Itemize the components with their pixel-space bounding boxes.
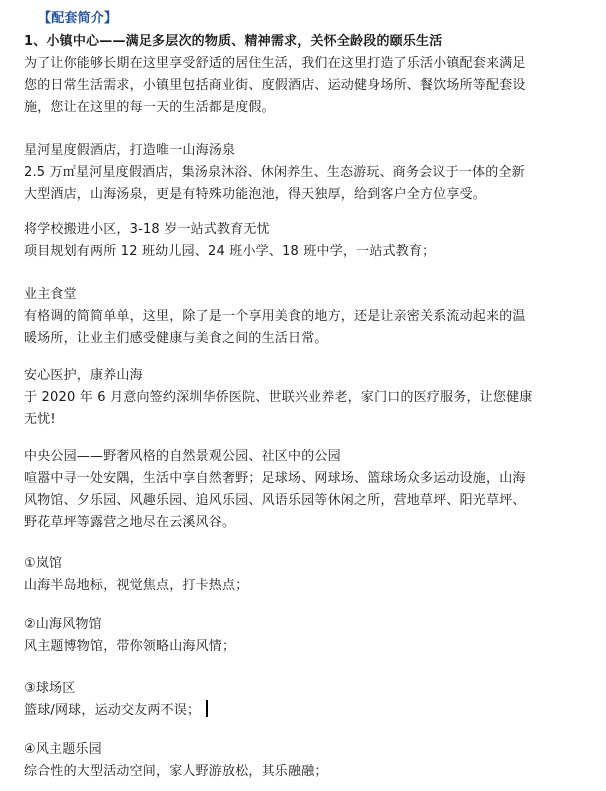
item-text: 山海半岛地标，视觉焦点，打卡热点； <box>24 578 249 593</box>
item-title: ④风主题乐园 <box>24 742 102 757</box>
hotel-text-line: 2.5 万㎡星河星度假酒店，集汤泉沐浴、休闲养生、生态游玩、商务会议于一体的全新 <box>24 165 525 180</box>
item-text: 风主题博物馆，带你领略山海风情； <box>24 639 236 654</box>
item-title: ②山海风物馆 <box>24 617 102 632</box>
item-text: 篮球/网球，运动交友两不误； <box>24 703 201 718</box>
doc-heading: 【配套简介】 <box>38 11 118 26</box>
medical-text-line: 于 2020 年 6 月意向签约深圳华侨医院、世联兴业养老，家门口的医疗服务，让您健康 <box>24 390 533 405</box>
park-text-line: 喧嚣中寻一处安隅，生活中享自然奢野；足球场、网球场、篮球场众多运动设施，山海 <box>24 471 526 486</box>
intro-line: 施，您让在这里的每一天的生活都是度假。 <box>24 100 275 115</box>
canteen-title: 业主食堂 <box>24 287 77 302</box>
medical-text-line: 无忧! <box>24 412 56 427</box>
school-title: 将学校搬进小区，3-18 岁一站式教育无忧 <box>24 222 270 237</box>
section-title: 1、小镇中心——满足多层次的物质、精神需求，关怀全龄段的颐乐生活 <box>24 34 443 49</box>
canteen-text-line: 暖场所，让业主们感受健康与美食之间的生活日常。 <box>24 331 328 346</box>
park-title: 中央公园——野奢风格的自然景观公园、社区中的公园 <box>24 449 341 464</box>
hotel-title: 星河星度假酒店，打造唯一山海汤泉 <box>24 143 236 158</box>
canteen-text-line: 有格调的简简单单，这里，除了是一个享用美食的地方，还是让亲密关系流动起来的温 <box>24 309 526 324</box>
item-title: ③球场区 <box>24 681 76 696</box>
intro-line: 为了让你能够长期在这里享受舒适的居住生活，我们在这里打造了乐活小镇配套来满足 <box>24 56 526 71</box>
item-text-row[interactable] <box>24 700 208 722</box>
hotel-text-line: 大型酒店，山海汤泉，更是有特殊功能泡池，得天独厚，给到客户全方位享受。 <box>24 187 487 202</box>
intro-line: 您的日常生活需求，小镇里包括商业街、度假酒店、运动健身场所、餐饮场所等配套设 <box>24 78 526 93</box>
item-text: 综合性的大型活动空间，家人野游放松，其乐融融； <box>24 764 328 779</box>
text-cursor <box>206 700 208 717</box>
item-title: ①岚馆 <box>24 556 63 571</box>
park-text-line: 风物馆、夕乐园、风趣乐园、追风乐园、风语乐园等休闲之所，营地草坪、阳光草坪、 <box>24 493 526 508</box>
school-text: 项目规划有两所 12 班幼儿园、24 班小学、18 班中学，一站式教育； <box>24 244 436 259</box>
park-text-line: 野花草坪等露营之地尽在云溪风谷。 <box>24 515 236 530</box>
medical-title: 安心医护，康养山海 <box>24 368 143 383</box>
